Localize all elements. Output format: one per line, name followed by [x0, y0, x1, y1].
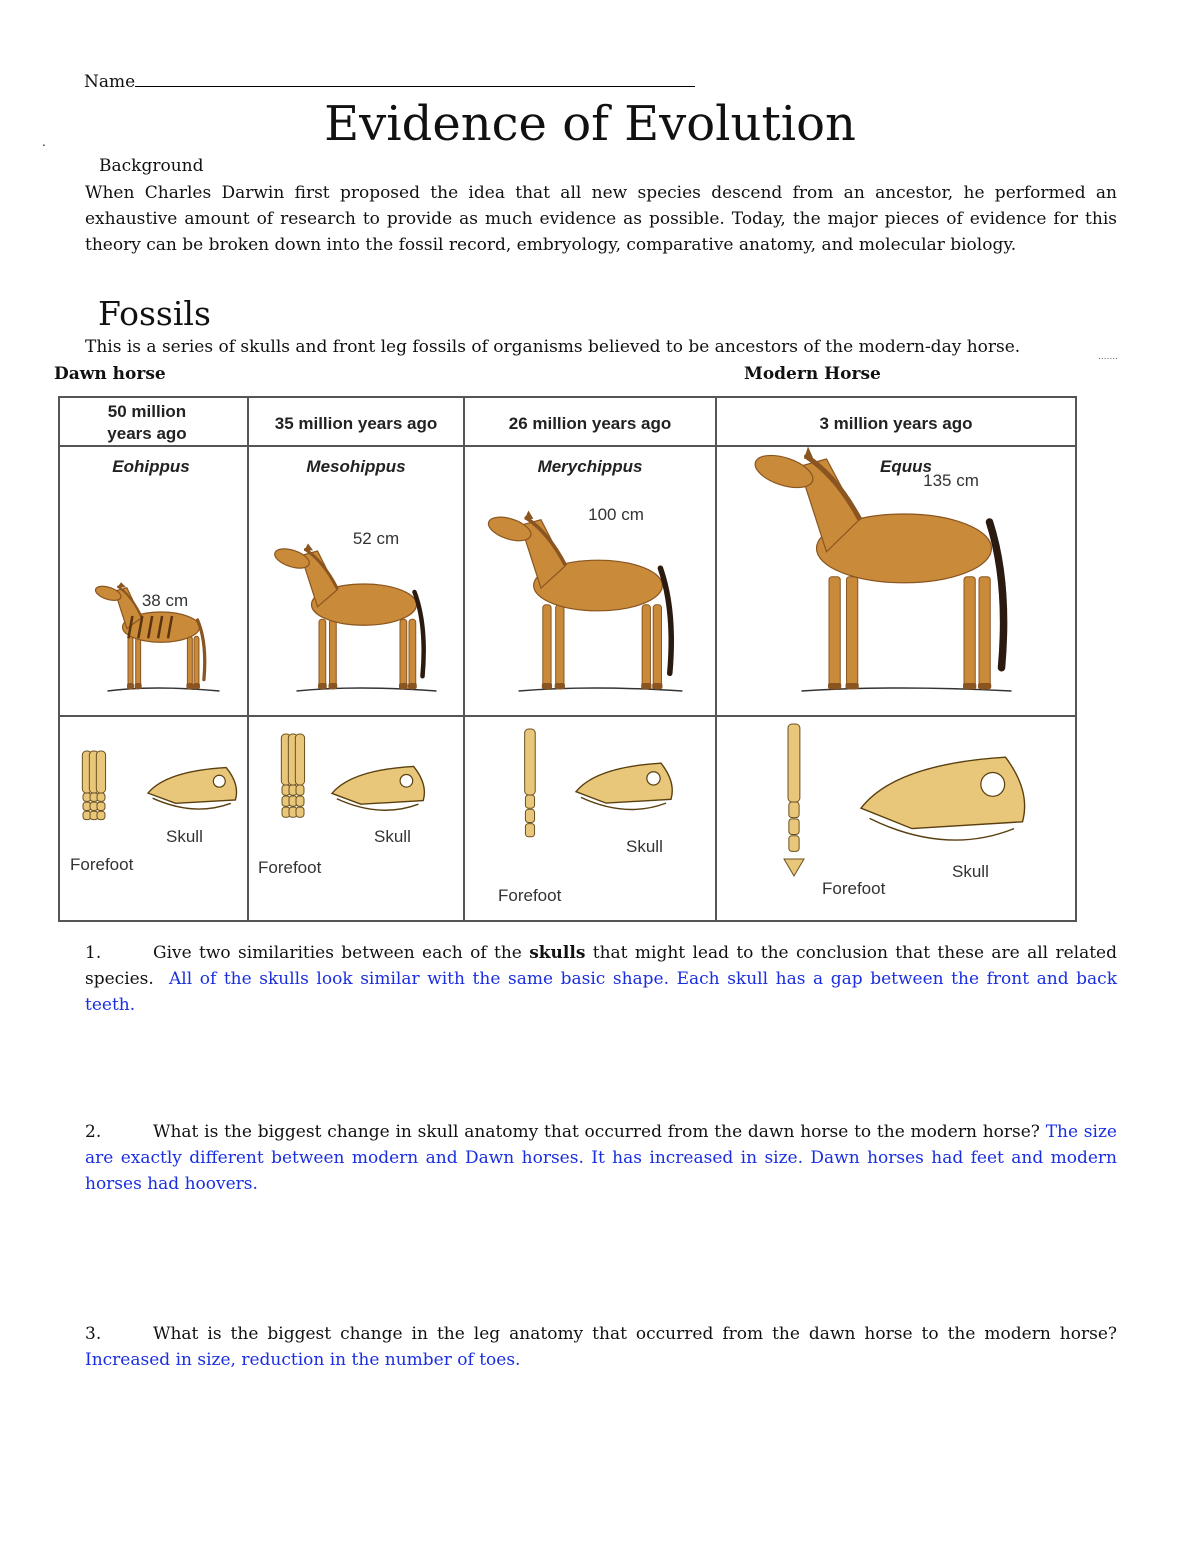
skull-eye-socket: [647, 772, 660, 785]
horse-leg: [136, 636, 141, 689]
horse-hoof: [978, 683, 991, 689]
genus-label: Eohippus: [112, 457, 190, 476]
time-label: 35 million years ago: [274, 414, 438, 433]
horse-hoof: [652, 683, 662, 689]
time-label: 26 million years ago: [508, 414, 672, 433]
horse-leg: [400, 619, 407, 689]
phalanx-bone: [525, 809, 534, 822]
question-1-answer[interactable]: All of the skulls look similar with the same basic shape. Each skull has a gap between the front and back teeth.: [85, 969, 1118, 1015]
forefoot-bones: [82, 751, 105, 820]
horse-hoof: [846, 683, 859, 689]
horse-leg: [330, 619, 337, 689]
genus-label: Merychippus: [537, 457, 643, 476]
stray-mark: .......: [1098, 352, 1119, 362]
question-1: [85, 940, 1117, 1018]
skull-eye-socket: [400, 775, 413, 788]
question-1-text-after: that might lead to the conclusion that these are all related species.: [85, 943, 1118, 989]
skull-label: Skull: [626, 837, 663, 856]
height-label: 52 cm: [352, 529, 400, 548]
horse-hoof: [408, 683, 417, 689]
time-label: 3 million years ago: [819, 414, 973, 433]
horse-hoof: [127, 683, 134, 689]
horse-leg: [128, 636, 133, 689]
question-1-text-before: Give two similarities between each of the: [153, 943, 530, 963]
phalanx-bone: [97, 793, 105, 801]
phalanx-bone: [296, 796, 304, 806]
horse-leg: [194, 636, 199, 689]
horse-leg: [642, 605, 650, 689]
question-3: [85, 1321, 1117, 1373]
fossils-intro: This is a series of skulls and front leg fossils of organisms believed to be ancestors of the modern-day horse.: [85, 337, 1021, 357]
page-title: Evidence of Evolution: [324, 96, 856, 152]
question-3-number: 3.: [85, 1324, 102, 1344]
horse-hoof: [555, 683, 565, 689]
horse-hoof: [329, 683, 338, 689]
horse-leg: [653, 605, 661, 689]
horse-leg: [409, 619, 416, 689]
horse-hoof: [828, 683, 841, 689]
question-1-emphasis: skulls: [529, 943, 586, 963]
question-1-number: 1.: [85, 943, 102, 963]
phalanx-bone: [296, 785, 304, 795]
skull-label: Skull: [374, 827, 411, 846]
horse-hoof: [641, 683, 651, 689]
stray-bullet: .: [42, 135, 46, 149]
skull-eye-socket: [213, 775, 225, 787]
skull-label: Skull: [166, 827, 203, 846]
background-paragraph: When Charles Darwin first proposed the idea that all new species descend from an ancestor, he performed an exhaustive amount of research to provide as much evidence as possible. Today, the major pieces of evidence for this theory can be broken down into the fossil record, embryology, comparative anatomy, and molecular biology.: [85, 183, 1117, 255]
horse-leg: [187, 636, 192, 689]
question-2-number: 2.: [85, 1122, 102, 1142]
horse-hoof: [193, 683, 200, 689]
phalanx-bone: [97, 802, 105, 810]
question-3-text: What is the biggest change in the leg anatomy that occurred from the dawn horse to the modern horse?: [153, 1324, 1117, 1344]
question-2-answer[interactable]: The size are exactly different between modern and Dawn horses. It has increased in size. Dawn horses had feet and modern horses had hoovers.: [85, 1122, 1117, 1194]
metacarpal-bone: [295, 734, 304, 785]
skull-eye-socket: [981, 773, 1005, 797]
question-2: [85, 1119, 1117, 1197]
forefoot-label: Forefoot: [258, 858, 322, 877]
time-label: years ago: [107, 424, 187, 443]
question-3-answer[interactable]: Increased in size, reduction in the number of toes.: [85, 1350, 521, 1370]
height-label: 100 cm: [588, 505, 644, 525]
horse-leg: [319, 619, 326, 689]
metacarpal-bone: [96, 751, 105, 793]
name-field[interactable]: [84, 72, 695, 92]
forefoot-label: Forefoot: [498, 886, 562, 905]
height-label: 135 cm: [923, 471, 979, 490]
fossils-heading: Fossils: [98, 294, 211, 333]
horse-hoof: [186, 683, 193, 689]
horse-hoof: [542, 683, 552, 689]
horse-leg: [556, 605, 564, 689]
forefoot-label: Forefoot: [822, 879, 886, 898]
horse-leg: [543, 605, 551, 689]
background-label: Background: [99, 156, 204, 176]
phalanx-bone: [789, 819, 799, 835]
name-blank-line[interactable]: [135, 72, 695, 87]
phalanx-bone: [789, 802, 799, 818]
horse-leg: [847, 577, 858, 689]
horse-hoof: [963, 683, 976, 689]
forefoot-bones: [525, 729, 536, 837]
phalanx-bone: [525, 795, 534, 808]
phalanx-bone: [97, 811, 105, 819]
question-2-text: What is the biggest change in skull anatomy that occurred from the dawn horse to the modern horse?: [153, 1122, 1040, 1142]
genus-label: Equus: [880, 457, 932, 476]
dawn-horse-label: Dawn horse: [54, 364, 166, 384]
horse-hoof: [135, 683, 142, 689]
skull-label: Skull: [952, 862, 989, 881]
height-label: 38 cm: [141, 591, 189, 610]
horse-evolution-figure: [58, 396, 1080, 922]
time-label: 50 million: [107, 402, 187, 421]
forefoot-label: Forefoot: [70, 855, 134, 874]
horse-hoof: [318, 683, 327, 689]
name-label: Name: [84, 72, 136, 92]
metacarpal-bone: [525, 729, 536, 795]
horse-leg: [964, 577, 975, 689]
phalanx-bone: [296, 807, 304, 817]
modern-horse-label: Modern Horse: [744, 364, 881, 384]
forefoot-bones: [281, 734, 304, 817]
phalanx-bone: [525, 824, 534, 837]
horse-leg: [979, 577, 990, 689]
genus-label: Mesohippus: [306, 457, 406, 476]
horse-hoof: [399, 683, 408, 689]
horse-leg: [829, 577, 840, 689]
metacarpal-bone: [788, 724, 800, 802]
phalanx-bone: [789, 836, 799, 852]
